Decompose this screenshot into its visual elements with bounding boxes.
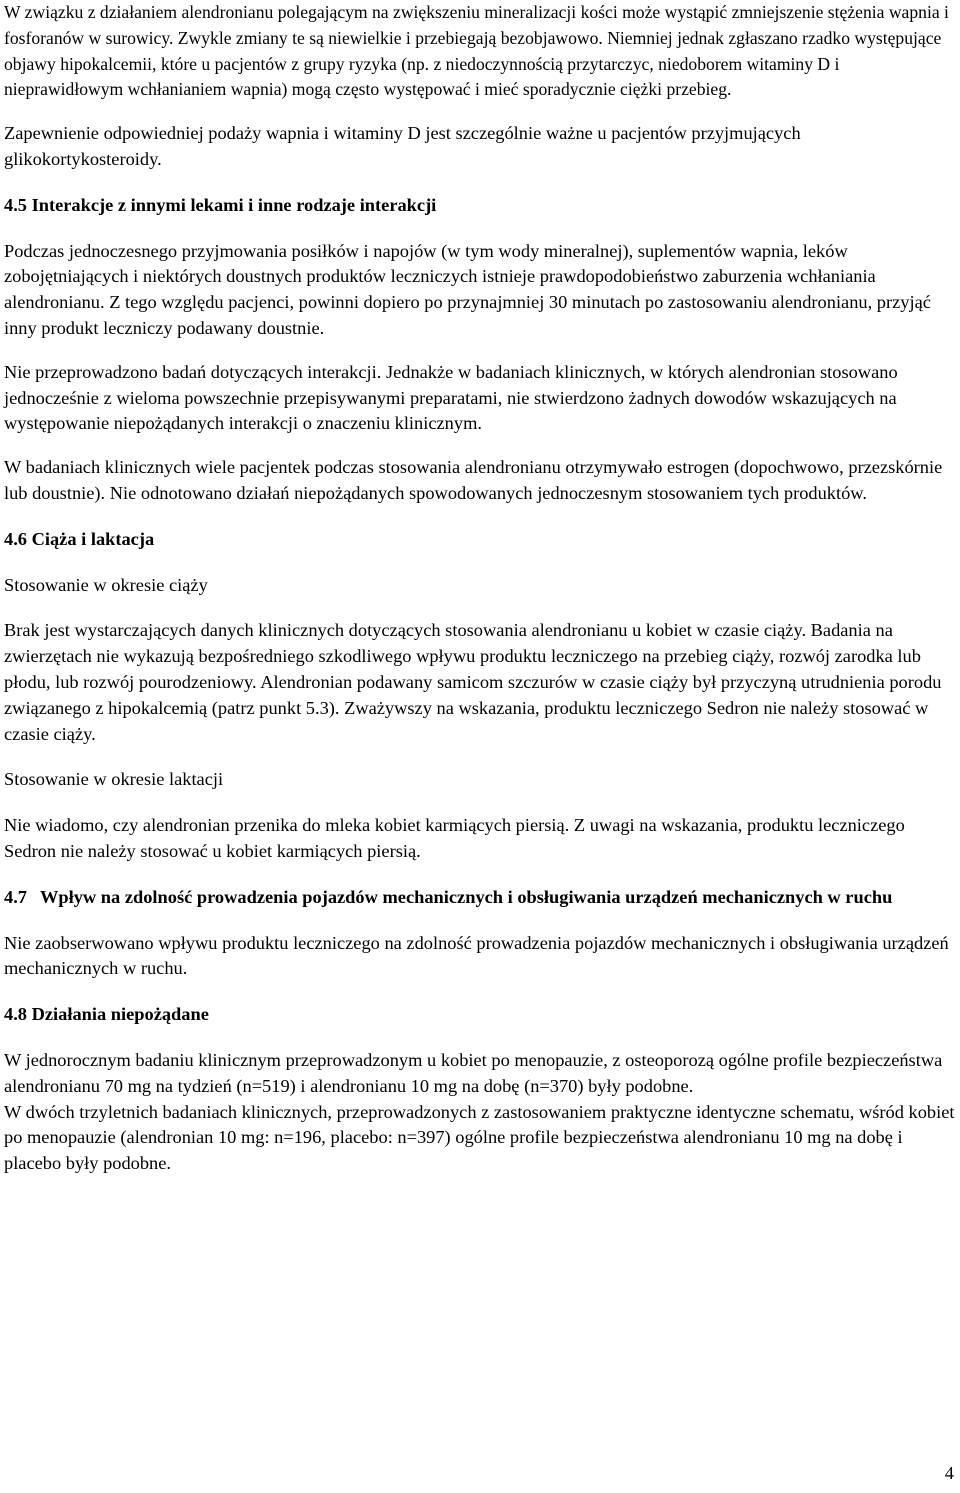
page-number: 4 [944, 1463, 954, 1483]
document-body [4, 0, 958, 1177]
heading-4-8: 4.8 Działania niepożądane [4, 1004, 209, 1025]
paragraph-absorption: Podczas jednoczesnego przyjmowania posiłków i napojów (w tym wody mineralnej), suplementów wapnia, leków zobojętniających i niektórych doustnych produktów leczniczych istnieje prawdopodobieństwo zaburzenia wchłaniania alendronianu. Z tego względu pacjenci, powinni dopiero po przynajmniej 30 minutach po zastosowaniu alendronianu, przyjąć inny produkt leczniczy podawany doustnie. [4, 240, 931, 338]
heading-4-6: 4.6 Ciąża i laktacja [4, 528, 155, 549]
paragraph-calcium-vitamin-d: Zapewnienie odpowiedniej podaży wapnia i witaminy D jest szczególnie ważne u pacjentów przyjmujących glikokortykosteroidy. [4, 123, 801, 169]
heading-4-7-text: Wpływ na zdolność prowadzenia pojazdów mechanicznych i obsługiwania urządzeń mechanicznych w ruchu [40, 886, 893, 907]
paragraph-three-year-studies: W dwóch trzyletnich badaniach klinicznych, przeprowadzonych z zastosowaniem praktyczne identyczne schematu, wśród kobiet po menopauzie (alendronian 10 mg: n=196, placebo: n=397) ogólne profile bezpieczeństwa alendronianu 10 mg na dobę i placebo były podobne. [4, 1101, 955, 1174]
paragraph-one-year-study: W jednorocznym badaniu klinicznym przeprowadzonym u kobiet po menopauzie, z osteoporozą ogólne profile bezpieczeństwa alendronianu 70 mg na tydzień (n=519) i alendronianu 10 mg na dobę (n=370) były podobne. [4, 1049, 943, 1096]
heading-4-7 [4, 885, 958, 911]
paragraph-pregnancy: Brak jest wystarczających danych klinicznych dotyczących stosowania alendronianu u kobiet w czasie ciąży. Badania na zwierzętach nie wykazują bezpośredniego szkodliwego wpływu produktu leczniczego na przebieg ciąży, rozwój zarodka lub płodu, lub rozwój pourodzeniowy. Alendronian podawany samicom szczurów w czasie ciąży był przyczyną utrudnienia porodu związanego z hipokalcemią (patrz punkt 5.3). Zważywszy na wskazania, produktu leczniczego Sedron nie należy stosować w czasie ciąży. [4, 620, 942, 744]
paragraph-driving: Nie zaobserwowano wpływu produktu leczniczego na zdolność prowadzenia pojazdów mechanicznych i obsługiwania urządzeń mechanicznych w ruchu. [4, 932, 949, 979]
paragraph-no-interaction-studies: Nie przeprowadzono badań dotyczących interakcji. Jednakże w badaniach klinicznych, w których alendronian stosowano jednocześnie z wieloma powszechnie przepisywanymi preparatami, nie stwierdzono żadnych dowodów wskazujących na występowanie niepożądanych interakcji o znaczeniu klinicznym. [4, 361, 898, 434]
paragraph-lactation: Nie wiadomo, czy alendronian przenika do mleka kobiet karmiących piersią. Z uwagi na wskazania, produktu leczniczego Sedron nie należy stosować u kobiet karmiących piersią. [4, 815, 905, 861]
heading-4-7-number: 4.7 [4, 886, 27, 907]
paragraph-hypocalcemia: W związku z działaniem alendronianu polegającym na zwiększeniu mineralizacji kości może wystąpić zmniejszenie stężenia wapnia i fosforanów w surowicy. Zwykle zmiany te są niewielkie i przebiegają bezobjawowo. Niemniej jednak zgłaszano rzadko występujące objawy hipokalcemii, które u pacjentów z grupy ryzyka (np. z niedoczynnością przytarczyc, niedoborem witaminy D i nieprawidłowym wchłanianiem wapnia) mogą często występować i mieć sporadycznie ciężki przebieg. [4, 2, 949, 100]
paragraph-estrogen: W badaniach klinicznych wiele pacjentek podczas stosowania alendronianu otrzymywało estrogen (dopochwowo, przezskórnie lub doustnie). Nie odnotowano działań niepożądanych spowodowanych jednoczesnym stosowaniem tych produktów. [4, 457, 943, 503]
subheading-pregnancy: Stosowanie w okresie ciąży [4, 574, 208, 595]
subheading-lactation: Stosowanie w okresie laktacji [4, 769, 224, 790]
heading-4-5: 4.5 Interakcje z innymi lekami i inne rodzaje interakcji [4, 194, 437, 215]
